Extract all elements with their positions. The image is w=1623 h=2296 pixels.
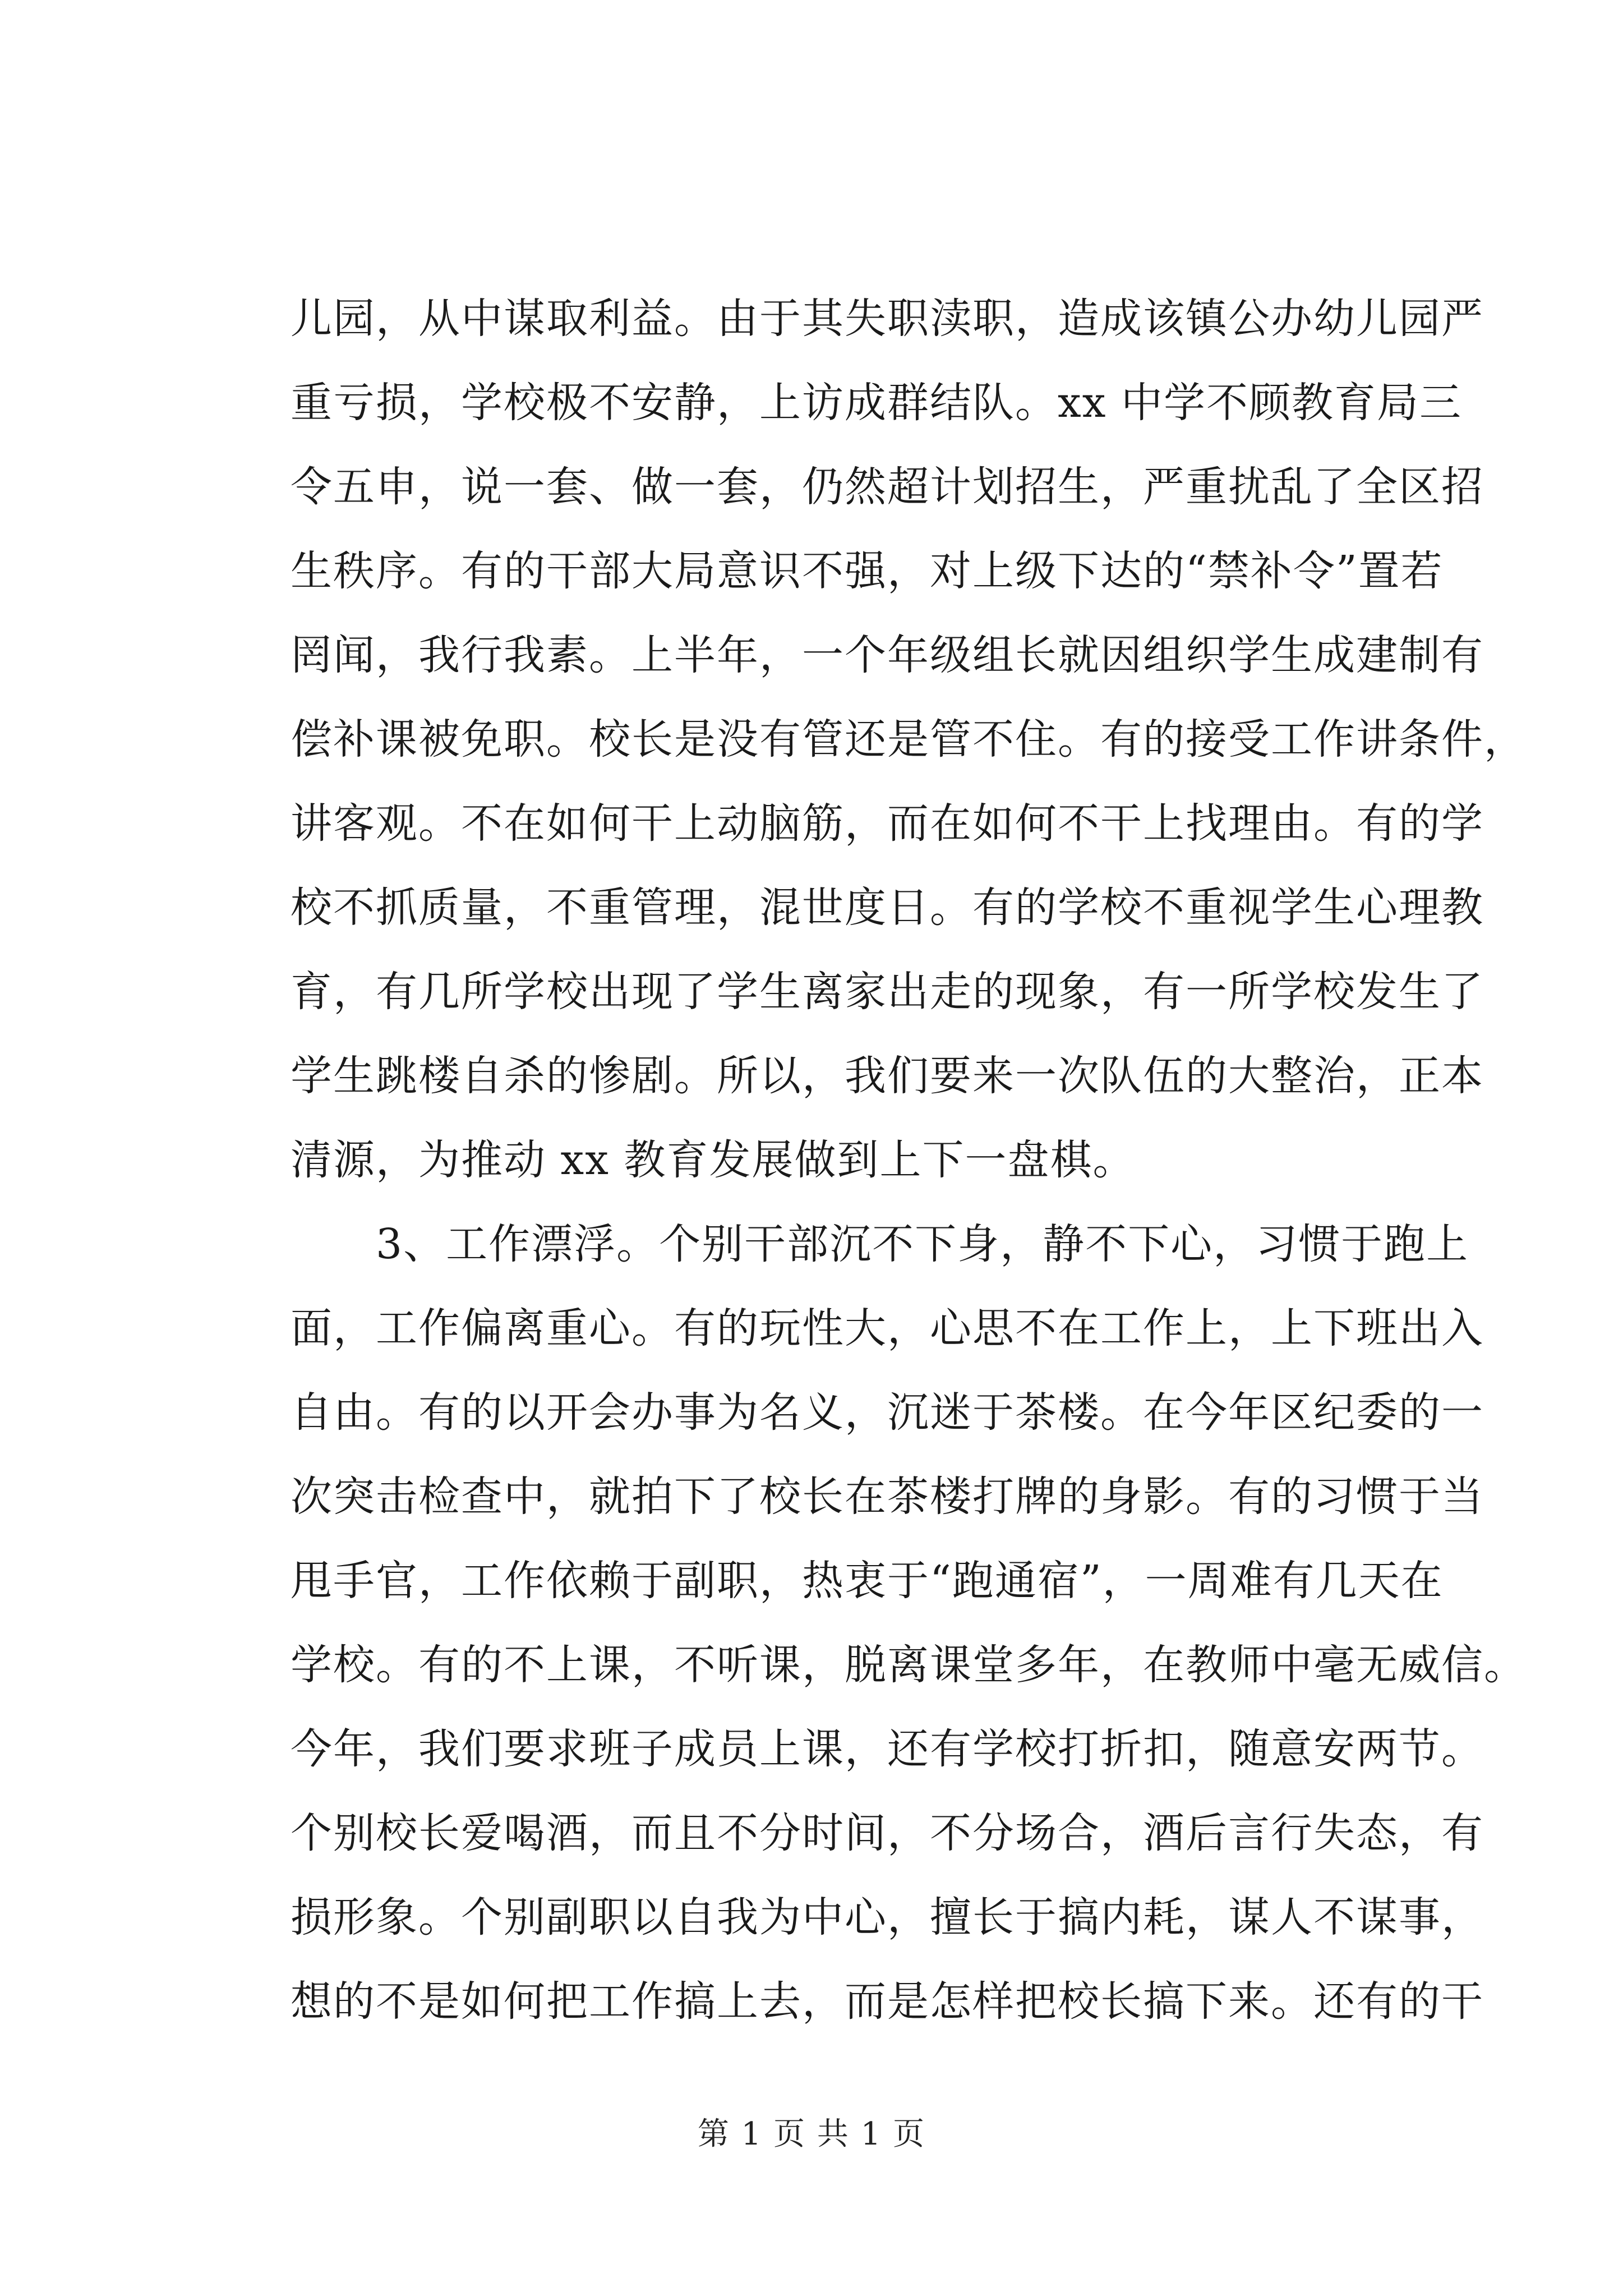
body-line-12: 3、工作漂浮。个别干部沉不下身，静不下心，习惯于跑上	[376, 1220, 1469, 1268]
body-line-14: 自由。有的以开会办事为名义，沉迷于茶楼。在今年区纪委的一	[291, 1388, 1484, 1437]
body-line-4: 生秩序。有的干部大局意识不强，对上级下达的“禁补令”置若	[291, 547, 1444, 595]
body-line-3: 令五申，说一套、做一套，仍然超计划招生，严重扰乱了全区招	[291, 463, 1484, 511]
body-line-21: 想的不是如何把工作搞上去，而是怎样把校长搞下来。还有的干	[291, 1977, 1484, 2026]
body-line-1: 儿园，从中谋取利益。由于其失职渎职，造成该镇公办幼儿园严	[291, 295, 1484, 343]
body-line-18: 今年，我们要求班子成员上课，还有学校打折扣，随意安两节。	[291, 1725, 1484, 1773]
body-line-10: 学生跳楼自杀的惨剧。所以，我们要来一次队伍的大整治，正本	[291, 1052, 1484, 1100]
page-number-footer: 第 1 页 共 1 页	[697, 2116, 926, 2152]
body-line-2: 重亏损，学校极不安静，上访成群结队。xx 中学不顾教育局三	[291, 379, 1462, 427]
body-line-6: 偿补课被免职。校长是没有管还是管不住。有的接受工作讲条件，	[291, 715, 1527, 763]
body-line-16: 甩手官，工作依赖于副职，热衷于“跑通宿”，一周难有几天在	[291, 1557, 1444, 1605]
body-line-20: 损形象。个别副职以自我为中心，擅长于搞内耗，谋人不谋事，	[291, 1893, 1484, 1941]
body-line-8: 校不抓质量，不重管理，混世度日。有的学校不重视学生心理教	[291, 884, 1484, 932]
body-line-5: 罔闻，我行我素。上半年，一个年级组长就因组织学生成建制有	[291, 631, 1484, 679]
body-line-15: 次突击检查中，就拍下了校长在茶楼打牌的身影。有的习惯于当	[291, 1473, 1484, 1521]
body-line-7: 讲客观。不在如何干上动脑筋，而在如何不干上找理由。有的学	[291, 799, 1484, 848]
body-line-17: 学校。有的不上课，不听课，脱离课堂多年，在教师中毫无威信。	[291, 1641, 1527, 1689]
body-line-13: 面，工作偏离重心。有的玩性大，心思不在工作上，上下班出入	[291, 1304, 1484, 1352]
body-line-19: 个别校长爱喝酒，而且不分时间，不分场合，酒后言行失态，有	[291, 1809, 1484, 1857]
body-line-11: 清源，为推动 xx 教育发展做到上下一盘棋。	[291, 1136, 1136, 1184]
body-line-9: 育，有几所学校出现了学生离家出走的现象，有一所学校发生了	[291, 968, 1484, 1016]
